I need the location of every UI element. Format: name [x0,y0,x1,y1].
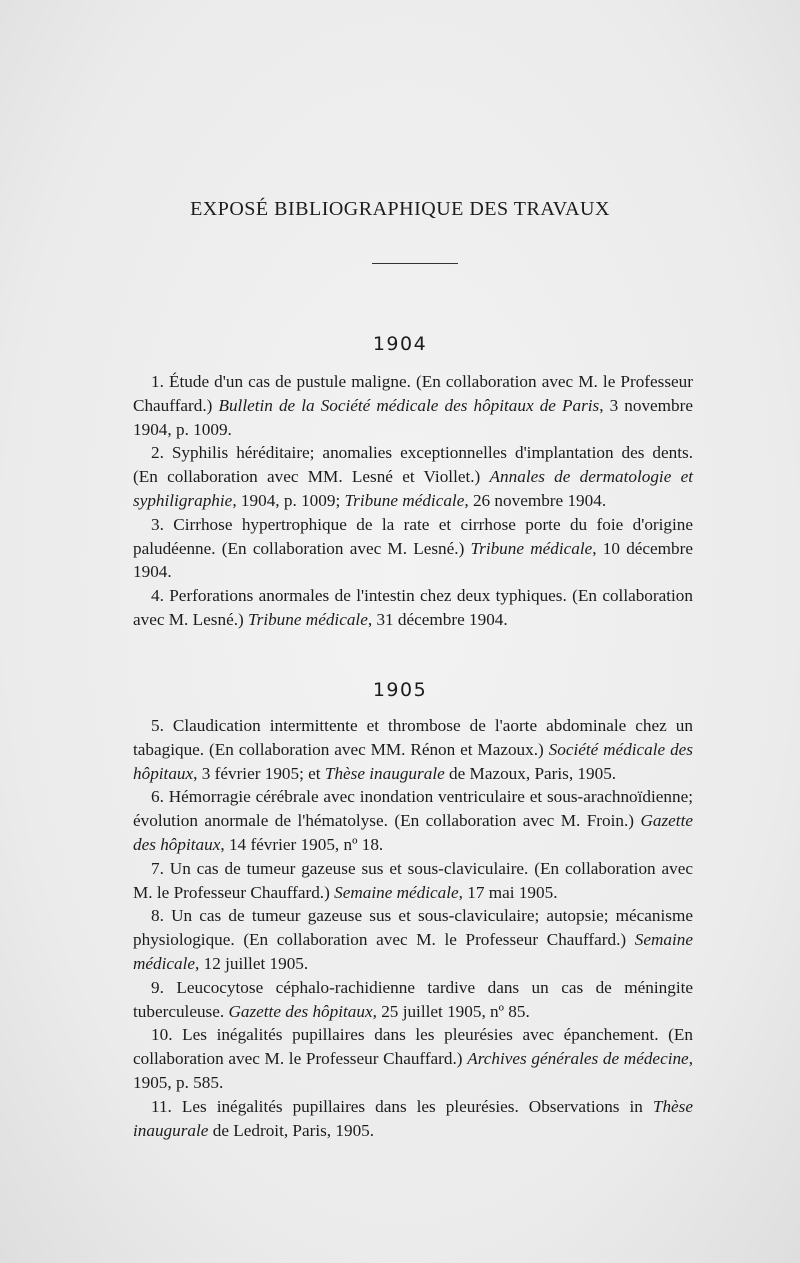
publication-title: Semaine médicale [133,930,693,973]
title-divider [372,263,458,264]
publication-title: Société médicale des hôpitaux [133,739,693,783]
year-heading-1905: 1905 [372,679,428,701]
entries-1905 [133,714,693,1142]
publication-title: Semaine médicale [334,882,459,902]
entries-1904 [133,370,693,632]
page-title: EXPOSÉ BIBLIOGRAPHIQUE DES TRAVAUX [190,198,610,220]
bibliography-entry-4: 4. Perforations anormales de l'intestin chez deux typhiques. (En collaboration avec M. Lesné.) Tribune médicale, 31 décembre 1904. [133,586,693,629]
bibliography-entry-11: 11. Les inégalités pupillaires dans les pleurésies. Observations in Thèse inaugurale de Ledroit, Paris, 1905. [133,1096,693,1140]
bibliography-entry-9: 9. Leucocytose céphalo-rachidienne tardive dans un cas de méningite tuberculeuse. Gazette des hôpitaux, 25 juillet 1905, nº 85. [133,977,693,1021]
publication-title: Thèse inaugurale [133,1096,693,1140]
bibliography-entry-1: 1. Étude d'un cas de pustule maligne. (En collaboration avec M. le Professeur Chauffard.) Bulletin de la Société médicale des hôpitaux de Paris, 3 novembre 1904, p. 1009. [133,372,693,439]
bibliography-entry-10: 10. Les inégalités pupillaires dans les pleurésies avec épanchement. (En collaboration avec M. le Professeur Chauffard.) Archives générales de médecine, 1905, p. 585. [133,1025,693,1092]
publication-title: Tribune médicale [248,609,368,629]
bibliography-entry-2: 2. Syphilis héréditaire; anomalies exceptionnelles d'implantation des dents. (En collaboration avec MM. Lesné et Viollet.) Annales de dermatologie et syphiligraphie, 1904, p. 1009; Tribune médicale, 26 novembre 1904. [133,443,693,510]
bibliography-entry-5: 5. Claudication intermittente et thrombose de l'aorte abdominale chez un tabagique. (En collaboration avec MM. Rénon et Mazoux.) Société médicale des hôpitaux, 3 février 1905; et Thèse inaugurale de Mazoux, Paris, 1905. [133,716,693,783]
publication-title: Bulletin de la Société médicale des hôpitaux de Paris [218,395,600,415]
publication-title: Thèse inaugurale [324,763,445,783]
bibliography-entry-8: 8. Un cas de tumeur gazeuse sus et sous-claviculaire; autopsie; mécanisme physiologique. (En collaboration avec M. le Professeur Chauffard.) Semaine médicale, 12 juillet 1905. [133,906,693,973]
bibliography-entry-6: 6. Hémorragie cérébrale avec inondation ventriculaire et sous-arachnoïdienne; évolution anormale de l'hématolyse. (En collaboration avec M. Froin.) Gazette des hôpitaux, 14 février 1905, nº 18. [133,787,693,854]
publication-title: Gazette des hôpitaux [228,1001,373,1021]
publication-title: Tribune médicale [344,490,465,510]
publication-title: Archives générales de médecine [467,1049,689,1069]
publication-title: Annales de dermatologie et syphiligraphie [133,467,693,510]
bibliography-entry-3: 3. Cirrhose hypertrophique de la rate et cirrhose porte du foie d'origine paludéenne. (En collaboration avec M. Lesné.) Tribune médicale, 10 décembre 1904. [133,514,693,582]
publication-title: Gazette des hôpitaux [133,811,693,854]
bibliography-entry-7: 7. Un cas de tumeur gazeuse sus et sous-claviculaire. (En collaboration avec M. le Professeur Chauffard.) Semaine médicale, 17 mai 1905. [133,858,693,902]
publication-title: Tribune médicale [470,538,593,558]
year-heading-1904: 1904 [372,333,428,355]
